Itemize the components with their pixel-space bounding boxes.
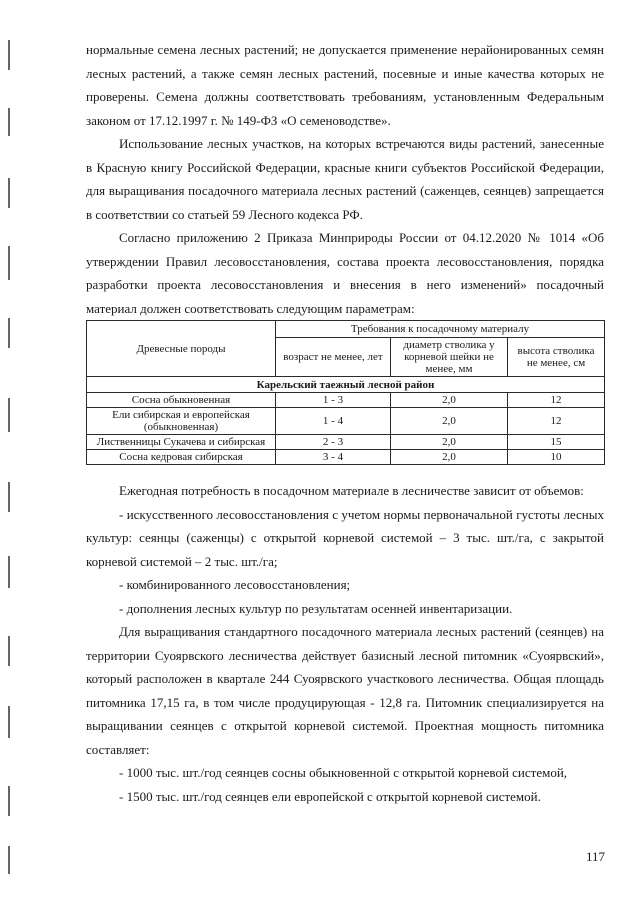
margin-mark: [8, 108, 10, 136]
paragraph: Для выращивания стандартного посадочного материала лесных растений (сеянцев) на территории Суоярвского лесничества действует базисный лесной питомник «Суоярвский», который расположен в квартале 244 Суоярвского участкового лесничества. Общая площадь питомника 17,15 га, в том числе продуцирующая - 12,8 га. Питомник специализируется на выращивании сеянцев с открытой корневой системой. Проектная мощность питомника составляет:: [86, 624, 604, 757]
cell-diameter: 2,0: [391, 393, 508, 408]
margin-mark: [8, 846, 10, 874]
cell-diameter: 2,0: [391, 408, 508, 435]
cell-age: 2 - 3: [276, 435, 391, 450]
list-item: - искусственного лесовосстановления с учетом нормы первоначальной густоты лесных культур: сеянцы (саженцы) с открытой корневой системой – 3 тыс. шт./га, с закрытой корневой системой – 2 тыс. шт./га;: [86, 506, 604, 569]
cell-height: 10: [508, 450, 605, 465]
margin-mark: [8, 636, 10, 666]
table-row: [87, 450, 605, 465]
cell-height: 12: [508, 393, 605, 408]
margin-mark: [8, 178, 10, 208]
binding-margin-marks: [0, 0, 40, 905]
paragraph: Ежегодная потребность в посадочном материале в лесничестве зависит от объемов:: [119, 483, 584, 498]
cell-height: 12: [508, 408, 605, 435]
column-group-header: Требования к посадочному материалу: [276, 321, 605, 338]
table-row: [87, 408, 605, 435]
margin-mark: [8, 706, 10, 738]
region-label: Карельский таежный лесной район: [87, 377, 605, 393]
planting-material-requirements-table: [86, 320, 605, 465]
cell-species: Лиственницы Сукачева и сибирская: [87, 435, 276, 450]
paragraph: нормальные семена лесных растений; не допускается применение нерайонированных семян лесных растений, а также семян лесных растений, посевные и иные качества которых не проверены. Семена должны соответствовать требованиям, установленным Федеральным законом от 17.12.1997 г. № 149-ФЗ «О семеноводстве».: [86, 42, 604, 128]
list-item: - дополнения лесных культур по результатам осенней инвентаризации.: [119, 600, 513, 616]
column-header-diameter: диаметр стволика у корневой шейки не менее, мм: [391, 338, 508, 377]
margin-mark: [8, 398, 10, 432]
margin-mark: [8, 318, 10, 348]
margin-mark: [8, 556, 10, 588]
cell-age: 1 - 4: [276, 408, 391, 435]
margin-mark: [8, 40, 10, 70]
column-header-species: Древесные породы: [87, 321, 276, 377]
text-block-top: [86, 38, 604, 320]
paragraph: Согласно приложению 2 Приказа Минприроды России от 04.12.2020 № 1014 «Об утверждении Правил лесовосстановления, состава проекта лесовосстановления, порядка разработки проекта лесовосстановления и внесения в него изменений» посадочный материал должен соответствовать следующим параметрам:: [86, 230, 604, 316]
column-header-height: высота стволика не менее, см: [508, 338, 605, 377]
cell-height: 15: [508, 435, 605, 450]
cell-species: Сосна кедровая сибирская: [87, 450, 276, 465]
table-row: [87, 435, 605, 450]
table-region-row: [87, 377, 605, 393]
cell-species: Сосна обыкновенная: [87, 393, 276, 408]
margin-mark: [8, 786, 10, 816]
cell-species: Ели сибирская и европейская (обыкновенная): [87, 408, 276, 435]
paragraph: Использование лесных участков, на которых встречаются виды растений, занесенные в Красную книгу Российской Федерации, красные книги субъектов Российской Федерации, для выращивания посадочного материала лесных растений (саженцев, сеянцев) запрещается в соответствии со статьей 59 Лесного кодекса РФ.: [86, 136, 604, 222]
column-header-age: возраст не менее, лет: [276, 338, 391, 377]
cell-age: 3 - 4: [276, 450, 391, 465]
table-row: [87, 393, 605, 408]
text-block-bottom: [86, 479, 604, 808]
list-item: - 1500 тыс. шт./год сеянцев ели европейской с открытой корневой системой.: [119, 788, 541, 804]
cell-diameter: 2,0: [391, 450, 508, 465]
margin-mark: [8, 482, 10, 512]
margin-mark: [8, 246, 10, 280]
table-header-row: [87, 321, 605, 338]
page-number: 117: [586, 849, 606, 864]
cell-diameter: 2,0: [391, 435, 508, 450]
cell-age: 1 - 3: [276, 393, 391, 408]
list-item: - 1000 тыс. шт./год сеянцев сосны обыкновенной с открытой корневой системой,: [119, 765, 568, 780]
list-item: - комбинированного лесовосстановления;: [119, 577, 351, 592]
